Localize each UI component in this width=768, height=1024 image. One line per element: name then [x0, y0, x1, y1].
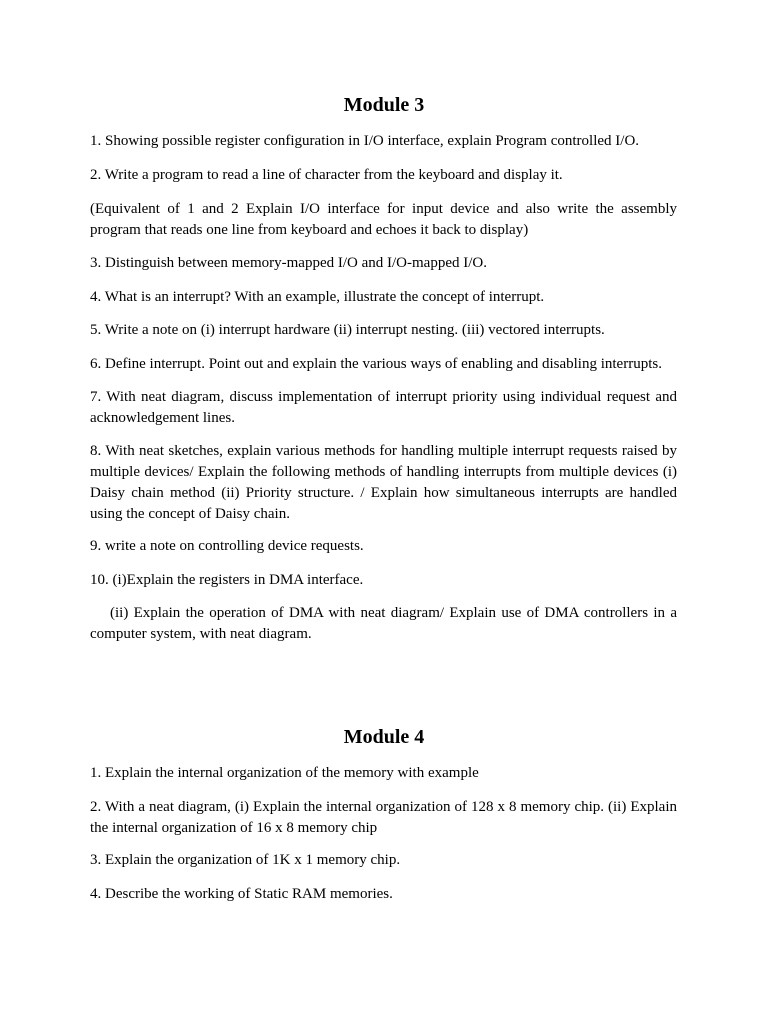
module-4-heading: Module 4	[343, 726, 425, 748]
module-3-question: 2. Write a program to read a line of character from the keyboard and display it.	[90, 167, 563, 183]
module-3-question: 1. Showing possible register configuration in I/O interface, explain Program controlled I/O.	[90, 133, 640, 149]
module-4-question: 3. Explain the organization of 1K x 1 memory chip.	[90, 852, 401, 868]
module-3-question: 5. Write a note on (i) interrupt hardware (ii) interrupt nesting. (iii) vectored interrupts.	[90, 322, 605, 338]
module-4-question: 4. Describe the working of Static RAM memories.	[90, 886, 393, 902]
module-3-note: (Equivalent of 1 and 2 Explain I/O interface for input device and also write the assembly program that reads one line from keyboard and echoes it back to display)	[90, 201, 677, 238]
module-3-question: 9. write a note on controlling device requests.	[90, 538, 364, 554]
module-3-question: 8. With neat sketches, explain various methods for handling multiple interrupt requests raised by multiple devices/ Explain the following methods of handling interrupts from multiple devices (i) Daisy chain method (ii) Priority structure. / Explain how simultaneous interrupts are handled using the concept of Daisy chain.	[90, 443, 677, 522]
module-3-question: 4. What is an interrupt? With an example, illustrate the concept of interrupt.	[90, 289, 545, 305]
module-4-question: 2. With a neat diagram, (i) Explain the internal organization of 128 x 8 memory chip. (ii) Explain the internal organization of 16 x 8 memory chip	[90, 799, 677, 836]
module-3-heading: Module 3	[343, 94, 425, 116]
module-3-question: 6. Define interrupt. Point out and explain the various ways of enabling and disabling interrupts.	[90, 356, 662, 372]
module-3-question: 7. With neat diagram, discuss implementation of interrupt priority using individual request and acknowledgement lines.	[90, 389, 677, 426]
module-3-question: 10. (i)Explain the registers in DMA interface.	[90, 572, 364, 588]
module-3-subquestion: (ii) Explain the operation of DMA with neat diagram/ Explain use of DMA controllers in a computer system, with neat diagram.	[90, 605, 677, 642]
module-3-question: 3. Distinguish between memory-mapped I/O and I/O-mapped I/O.	[90, 255, 487, 271]
module-4-question: 1. Explain the internal organization of the memory with example	[90, 765, 479, 781]
